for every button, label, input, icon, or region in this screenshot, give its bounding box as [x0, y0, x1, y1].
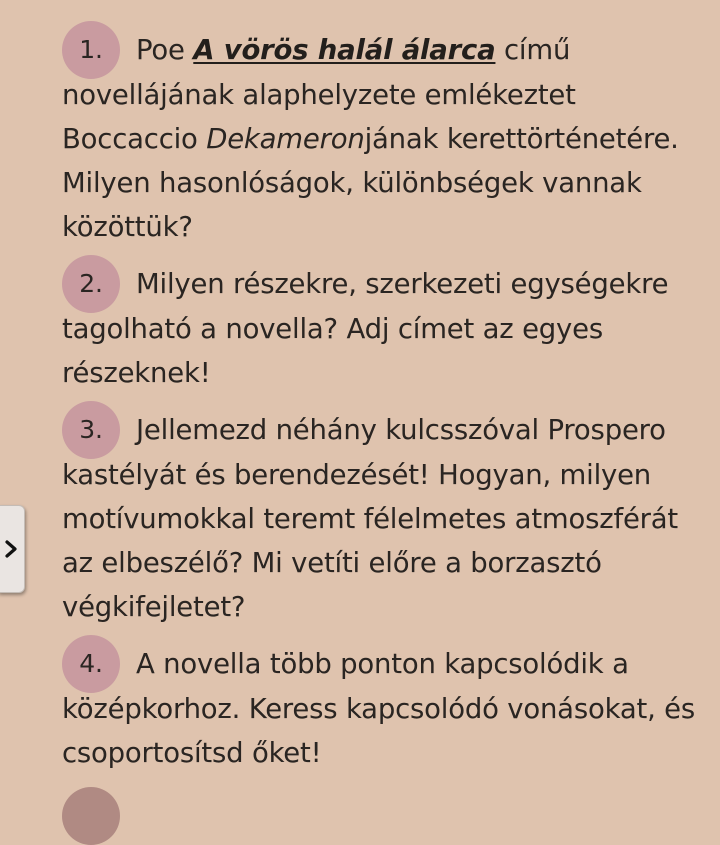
next-question-badge	[62, 787, 120, 845]
question-body: Jellemezd néhány kulcsszóval Prospero kastélyát és berendezését! Hogyan, milyen motívumokkal teremt félelmetes atmoszférát az elbeszélő? Mi vetíti előre a borzasztó végkifejletet?	[62, 414, 679, 623]
question-item	[62, 262, 702, 395]
italic-work-title: Dekameron	[206, 123, 365, 155]
question-text-post: című novellájának alaphelyzete emlékeztet Boccaccio	[62, 34, 576, 155]
question-number-badge: 3.	[62, 401, 120, 459]
question-number-badge: 1.	[62, 21, 120, 79]
question-text	[62, 28, 702, 249]
question-text	[62, 408, 702, 629]
question-body: A novella több ponton kapcsolódik a középkorhoz. Keress kapcsolódó vonásokat, és csoportosítsd őket!	[62, 648, 695, 769]
question-item	[62, 28, 702, 249]
work-title-link[interactable]: A vörös halál álarca	[193, 34, 496, 66]
question-list	[62, 28, 702, 788]
question-text-pre: Poe	[136, 34, 194, 66]
question-text	[62, 642, 702, 775]
side-panel-toggle-button[interactable]	[0, 505, 25, 593]
question-body: Milyen részekre, szerkezeti egységekre tagolható a novella? Adj címet az egyes részeknek!	[62, 268, 669, 389]
question-item	[62, 642, 702, 775]
question-number-badge: 4.	[62, 635, 120, 693]
question-number-badge: 2.	[62, 255, 120, 313]
question-item	[62, 408, 702, 629]
question-text-tail: jának kerettörténetére. Milyen hasonlóságok, különbségek vannak közöttük?	[62, 123, 679, 243]
chevron-right-icon	[4, 540, 18, 558]
question-text	[62, 262, 702, 395]
